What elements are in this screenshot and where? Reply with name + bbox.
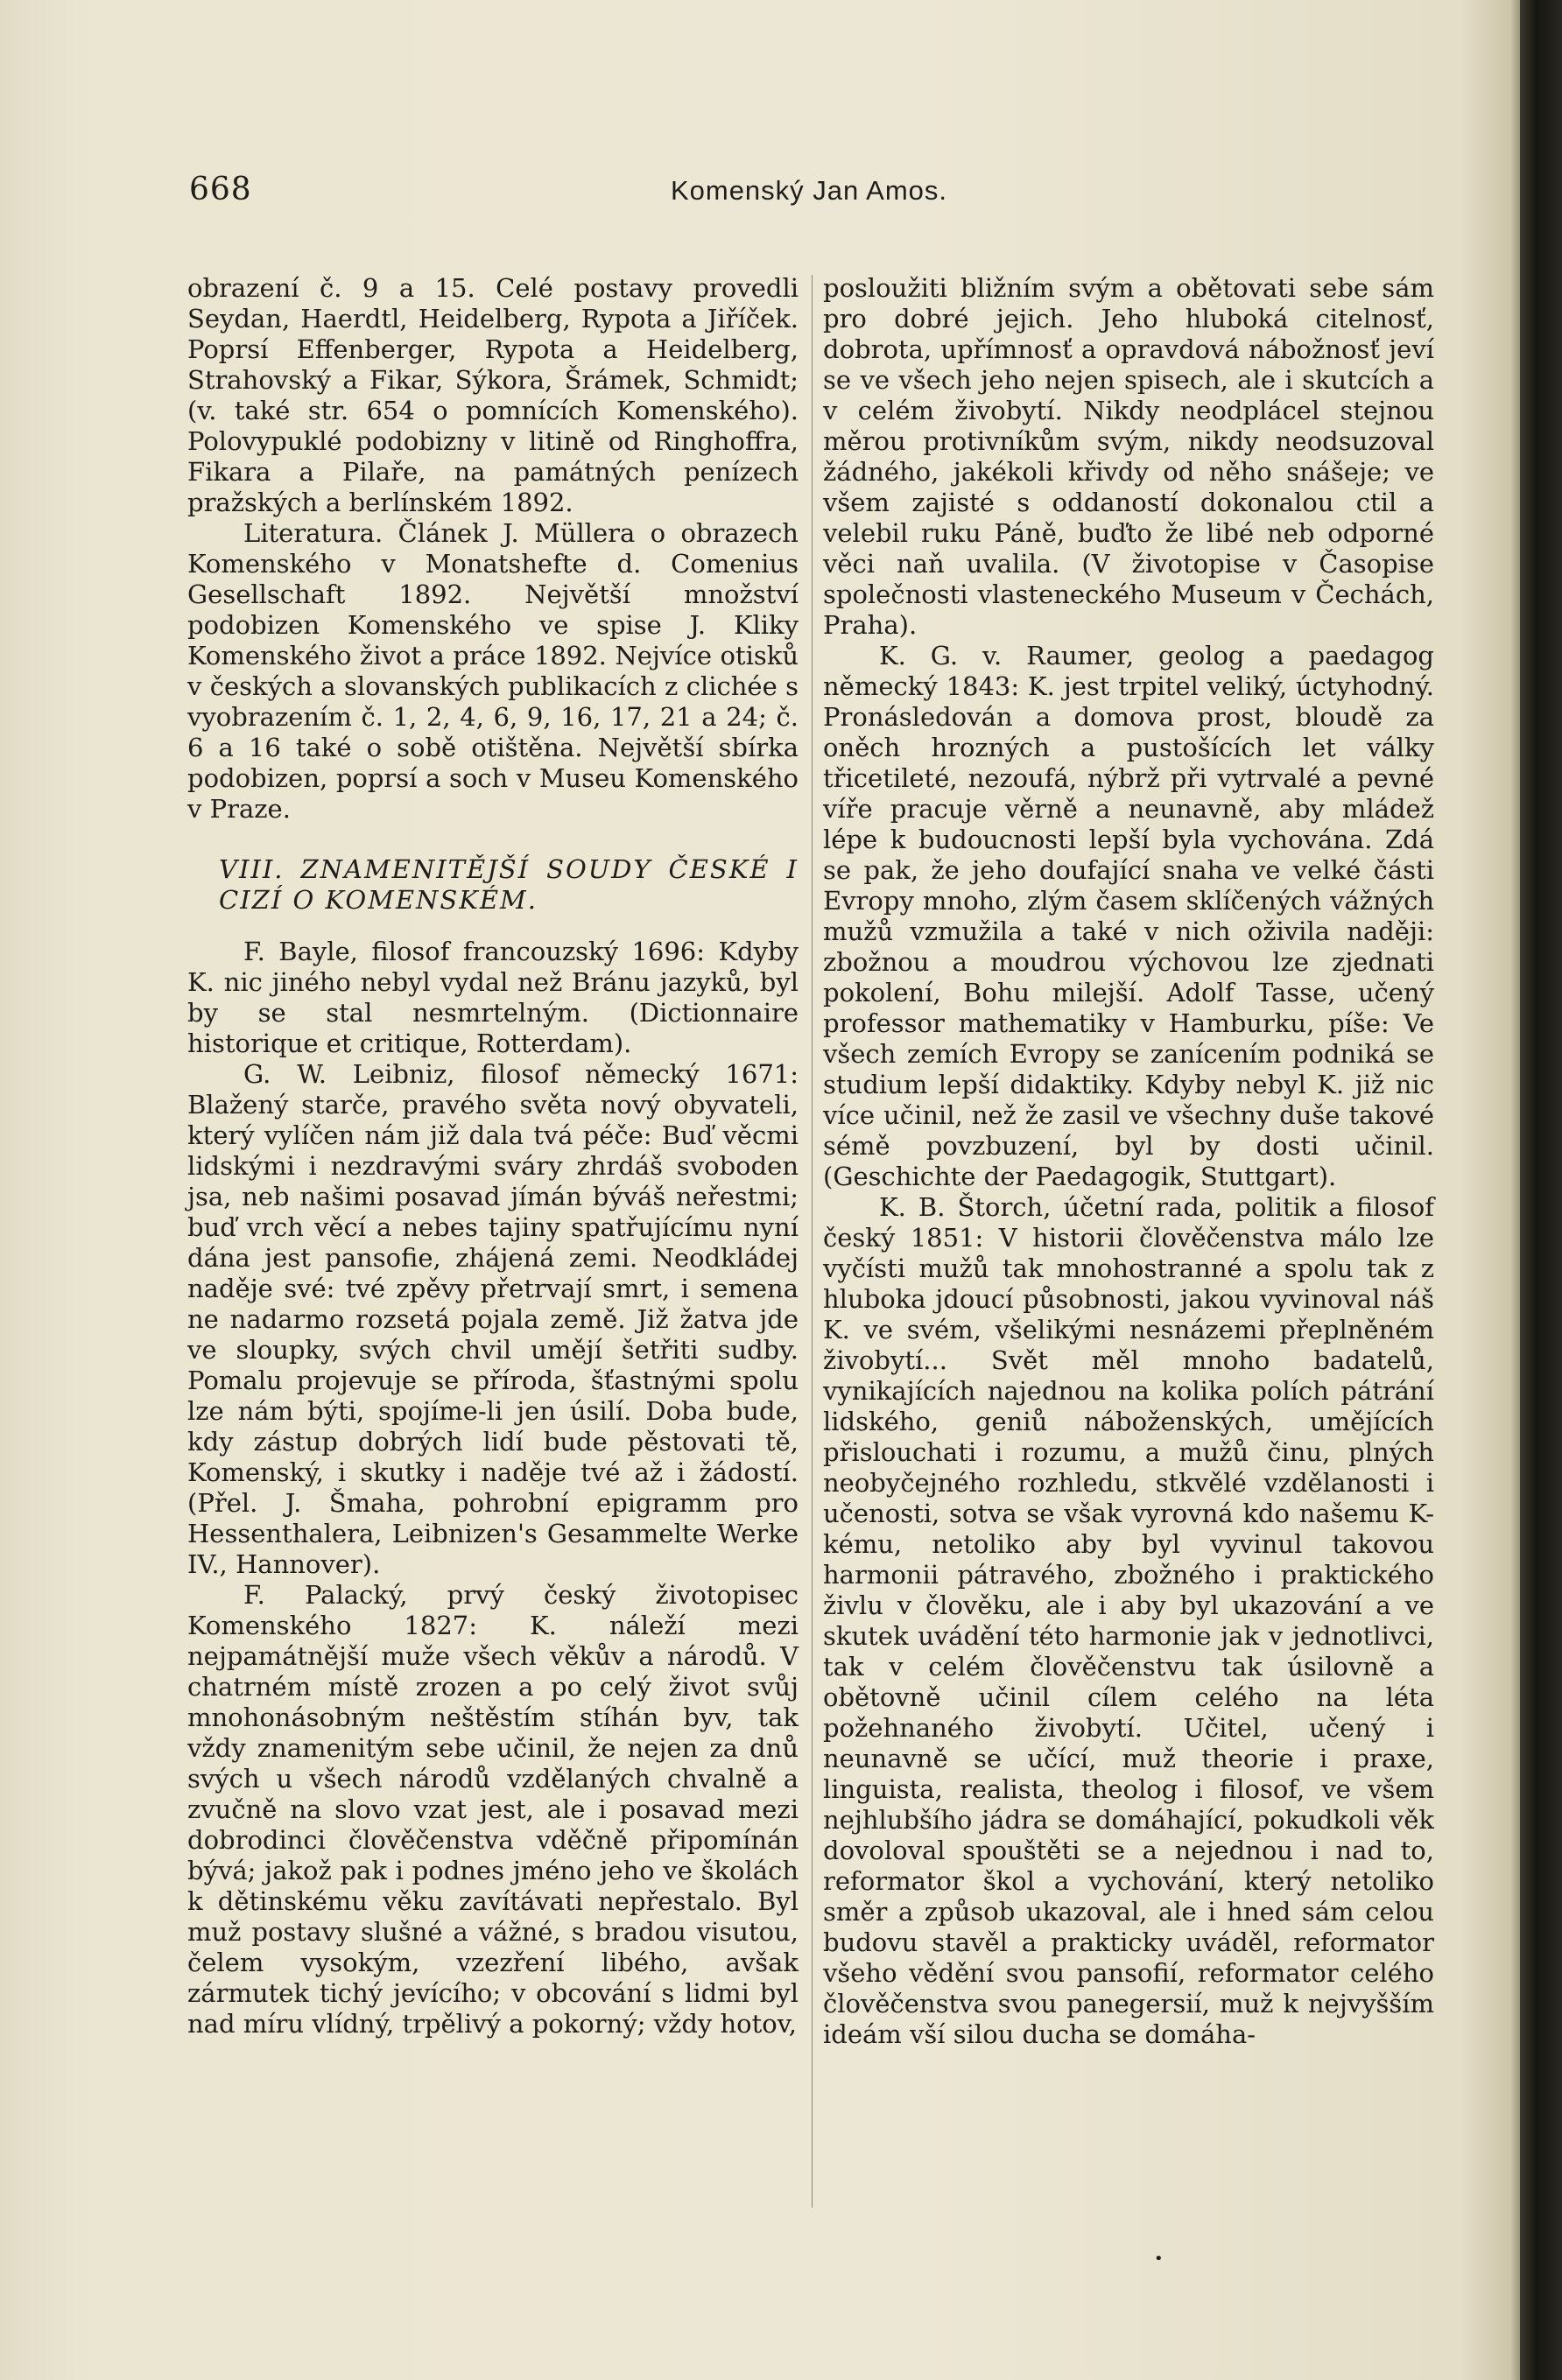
running-head: Komenský Jan Amos. <box>670 175 948 206</box>
paragraph: K. G. v. Raumer, geolog a paedagog německý 1843: K. jest trpitel veliký, úctyhodný. Pronásledován a domova prost, bloudě za oněch hrozných a pustošících let války třicetileté, nezoufá, nýbrž při vytrvalé a pevné víře pracuje věrně a neunavně, aby mládež lépe k budoucnosti lepší byla vychována. Zdá se pak, že jeho doufající snaha ve velké části Evropy mnoho, zlým časem sklíčených vážných mužů vzmužila a také v nich oživila naději: zbožnou a moudrou výchovou lze zjednati pokolení, Bohu milejší. Adolf Tasse, učený professor mathematiky v Hamburku, píše: Ve všech zemích Evropy se zanícením podniká se studium lepší didaktiky. Kdyby nebyl K. již nic více učinil, než že zasil ve všechny duše takové sémě povzbuzení, byl by dosti učinil. (Geschichte der Paedagogik, Stuttgart). <box>823 641 1434 1191</box>
book-binding-shadow <box>1520 0 1562 2380</box>
page-header <box>189 172 1429 224</box>
paragraph: F. Bayle, filosof francouzský 1696: Kdyby K. nic jiného nebyl vydal než Bránu jazyků, byl by se stal nesmrtelným. (Dictionnaire historique et critique, Rotterdam). <box>187 937 799 1058</box>
page-number: 668 <box>189 172 252 207</box>
footer-mark: • <box>1154 2250 1164 2268</box>
right-column <box>823 273 1434 2050</box>
column-divider <box>812 275 813 2208</box>
paragraph: K. B. Štorch, účetní rada, politik a filosof český 1851: V historii člověčenstva málo lze vyčísti mužů tak mnohostranné a spolu tak z hluboka jdoucí působnosti, jakou vyvinoval náš K. ve svém, všelikými nesnázemi přeplněném živobytí... Svět měl mnoho badatelů, vynikajících najednou na kolika polích pátrání lidského, geniů nábožensk​ých, umějících přislouchati i rozumu, a mužů činu, plných neobyčejného rozhledu, stkvělé vzdělanosti i učenosti, sotva se však vyrovná kdo našemu K-kému, netoliko aby byl vyvinul takovou harmonii pátravého, zbožného i praktického živlu v člověku, ale i aby byl ukazování a ve skutek uvádění této harmonie jak v jednotlivci, tak v celém člověčenstvu tak úsilovně a obětovně učinil cílem celého na léta požehnaného živobytí. Učitel, učený i neunavně se učící, muž theorie i praxe, linguista, realista, theolog i filosof, ve všem nejhlubšího jádra se domáhající, pokudkoli věk dovoloval spouštěti se a nejednou i nad to, reformator škol a vychování, který netoliko směr a způsob ukazoval, ale i hned sám celou budovu stavěl a prakticky uváděl, reformator všeho vědění svou pansofií, reformator celého člověčenstva svou panegersií, muž k nejvyšším ideám vší silou ducha se domáha- <box>823 1192 1434 2049</box>
paragraph: G. W. Leibniz, filosof německý 1671: Blažený starče, pravého světa nový obyvateli, který vylíčen nám již dala tvá péče: Buď věcmi lidskými i nezdravými sváry zhrdáš svoboden jsa, neb našimi posavad jímán býváš neřestmi; buď vrch věcí a nebes tajiny spatřujícímu nyní dána jest pansofie, zhájená zemi. Neodkládej naděje své: tvé zpěvy přetrvají smrt, i semena ne nadarmo rozsetá pojala země. Již žatva jde ve sloupky, svých chvil umějí šetřiti sudby. Pomalu projevuje se příroda, šťastnými spolu lze nám býti, spojíme-li jen úsilí. Doba bude, kdy zástup dobrých lidí bude pěstovati tě, Komenský, i skutky i naděje tvé až i žádostí. (Přel. J. Šmaha, pohrobní epigramm pro Hessenthalera, Leibnizen's Gesammelte Werke IV., Hannover). <box>187 1059 799 1579</box>
paragraph: F. Palacký, prvý český životopisec Komenského 1827: K. náleží mezi nejpamátnější muže všech věkův a národů. V chatrném místě zrozen a po celý život svůj mnohonásobným neštěstím stíhán byv, tak vždy znamenitým sebe učinil, že nejen za dnů svých u všech národů vzdělaných chvalně a zvučně na slovo vzat jest, ale i posavad mezi dobrodinci člověčenstva vděčně připomínán bývá; jakož pak i podnes jméno jeho ve školách k dětinskému věku zavítávati nepřestalo. Byl muž postavy slušné a vážné, s bradou visutou, čelem vysokým, vzezření libého, avšak zármutek tichý jevícího; v obcování s lidmi byl nad míru vlídný, trpělivý a pokorný; vždy hotov, <box>187 1580 799 2039</box>
section-heading: VIII. ZNAMENITĚJŠÍ SOUDY ČESKÉ I CIZÍ O KOMENSKÉM. <box>219 854 799 915</box>
left-column <box>187 273 799 2039</box>
paragraph: posloužiti bližním svým a obětovati sebe sám pro dobré jejich. Jeho hluboká citelnosť, dobrota, upřímnosť a opravdová nábožnosť jeví se ve všech jeho nejen spisech, ale i skutcích a v celém živobytí. Nikdy neodplácel stejnou měrou protivníkům svým, nikdy neodsuzoval žádného, jakékoli křivdy od něho snášeje; ve všem zajisté s oddaností dokonalou ctil a velebil ruku Páně, buďto že libé neb odporné věci naň uvalila. (V životopise v Časopise společnosti vlasteneckého Museum v Čechách, Praha). <box>823 273 1434 640</box>
page-edge <box>1509 0 1520 2380</box>
paragraph: obrazení č. 9 a 15. Celé postavy provedli Seydan, Haerdtl, Heidelberg, Rypota a Jiříček. Poprsí Effenberger, Rypota a Heidelberg, Strahovský a Fikar, Sýkora, Šrámek, Schmidt; (v. také str. 654 o pomnících Komenského). Polovypuklé podobizny v litině od Ringhoffra, Fikara a Pilaře, na památných penízech pražských a berlínském 1892. <box>187 273 799 517</box>
paragraph: Literatura. Článek J. Müllera o obrazech Komenského v Monatshefte d. Comenius Gesellschaft 1892. Největší množství podobizen Komenského ve spise J. Kliky Komenského život a práce 1892. Nejvíce otisků v českých a slovanských publikacích z clichée s vyobrazením č. 1, 2, 4, 6, 9, 16, 17, 21 a 24; č. 6 a 16 také o sobě otištěna. Největší sbírka podobizen, poprsí a soch v Museu Komenského v Praze. <box>187 518 799 824</box>
